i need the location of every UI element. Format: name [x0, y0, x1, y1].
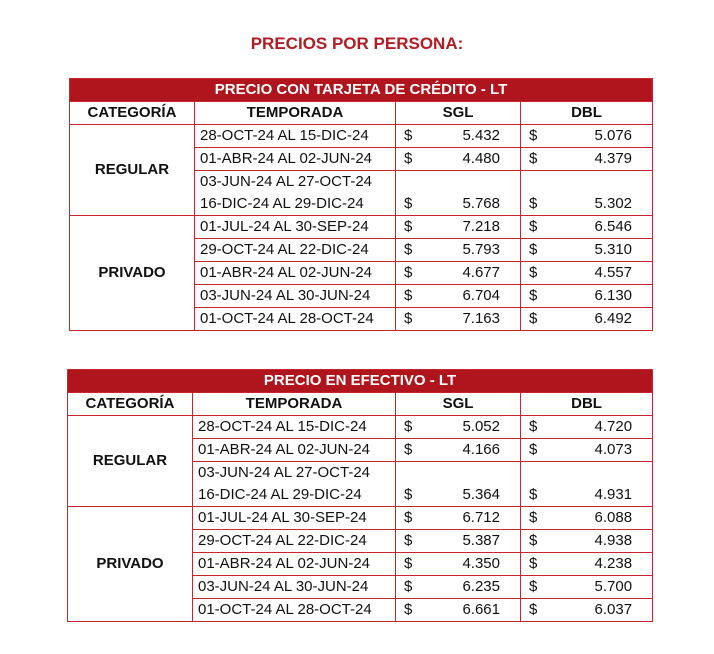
table-row	[68, 416, 653, 439]
column-header-row	[70, 102, 653, 125]
season-date-range: 01-JUL-24 AL 30-SEP-24	[198, 509, 367, 526]
sgl-price-value: 5.364	[462, 486, 500, 503]
dbl-price-cell	[521, 507, 653, 530]
currency-symbol: $	[529, 218, 538, 235]
dbl-price-cell	[521, 285, 653, 308]
sgl-price-cell	[396, 462, 521, 507]
dbl-price-value: 4.379	[594, 150, 633, 167]
currency-symbol: $	[529, 195, 538, 212]
season-cell	[195, 171, 396, 216]
category-cell: REGULAR	[70, 125, 195, 216]
season-cell	[193, 416, 396, 439]
category-cell: PRIVADO	[68, 507, 193, 622]
sgl-price-value: 5.768	[462, 195, 500, 212]
season-cell	[193, 553, 396, 576]
dbl-price-value: 6.492	[594, 310, 633, 327]
currency-symbol: $	[404, 241, 413, 258]
category-header: CATEGORÍA	[68, 393, 193, 416]
dbl-price-value: 4.720	[594, 418, 633, 435]
table-banner: PRECIO CON TARJETA DE CRÉDITO - LT	[70, 79, 653, 102]
season-cell	[195, 148, 396, 171]
currency-symbol: $	[529, 287, 538, 304]
season-cell	[195, 239, 396, 262]
dbl-price-value: 4.073	[594, 441, 633, 458]
sgl-price-cell	[396, 599, 521, 622]
season-cell	[195, 125, 396, 148]
season-date-range: 28-OCT-24 AL 15-DIC-24	[200, 127, 369, 144]
currency-symbol: $	[404, 578, 413, 595]
dbl-price-cell	[521, 599, 653, 622]
season-date-range: 03-JUN-24 AL 30-JUN-24	[200, 287, 371, 304]
season-date-range: 01-ABR-24 AL 02-JUN-24	[200, 264, 373, 281]
currency-symbol: $	[404, 127, 413, 144]
sgl-price-cell	[396, 507, 521, 530]
dbl-price-cell	[521, 308, 653, 331]
category-header: CATEGORÍA	[70, 102, 195, 125]
dbl-price-cell	[521, 216, 653, 239]
currency-symbol: $	[529, 532, 538, 549]
season-cell	[195, 285, 396, 308]
currency-symbol: $	[404, 195, 413, 212]
season-date-range: 01-ABR-24 AL 02-JUN-24	[200, 150, 373, 167]
currency-symbol: $	[529, 241, 538, 258]
dbl-price-cell	[521, 239, 653, 262]
season-date-range: 01-JUL-24 AL 30-SEP-24	[200, 218, 369, 235]
currency-symbol: $	[529, 486, 538, 503]
sgl-price-value: 4.350	[462, 555, 500, 572]
table-row	[70, 125, 653, 148]
sgl-header: SGL	[396, 393, 521, 416]
dbl-price-value: 4.557	[594, 264, 633, 281]
season-date-range: 01-OCT-24 AL 28-OCT-24	[200, 310, 374, 327]
season-header: TEMPORADA	[193, 393, 396, 416]
sgl-header: SGL	[396, 102, 521, 125]
currency-symbol: $	[404, 218, 413, 235]
sgl-price-value: 5.432	[462, 127, 500, 144]
sgl-price-cell	[396, 171, 521, 216]
currency-symbol: $	[529, 441, 538, 458]
dbl-price-value: 6.088	[594, 509, 633, 526]
season-cell	[193, 576, 396, 599]
dbl-price-cell	[521, 576, 653, 599]
sgl-price-cell	[396, 262, 521, 285]
currency-symbol: $	[404, 441, 413, 458]
season-date-range: 03-JUN-24 AL 30-JUN-24	[198, 578, 369, 595]
dbl-price-cell	[521, 262, 653, 285]
season-cell	[193, 462, 396, 507]
currency-symbol: $	[404, 555, 413, 572]
sgl-price-cell	[396, 239, 521, 262]
sgl-price-value: 5.052	[462, 418, 500, 435]
sgl-price-cell	[396, 216, 521, 239]
dbl-price-cell	[521, 553, 653, 576]
sgl-price-cell	[396, 530, 521, 553]
season-cell	[195, 262, 396, 285]
sgl-price-value: 7.218	[462, 218, 500, 235]
dbl-price-cell	[521, 530, 653, 553]
sgl-price-value: 5.387	[462, 532, 500, 549]
cash-price-table	[67, 369, 653, 622]
sgl-price-cell	[396, 553, 521, 576]
currency-symbol: $	[404, 532, 413, 549]
sgl-price-value: 4.677	[462, 264, 500, 281]
dbl-price-value: 4.931	[594, 486, 633, 503]
credit-card-price-table	[69, 78, 653, 331]
dbl-price-cell	[521, 462, 653, 507]
sgl-price-cell	[396, 285, 521, 308]
season-date-range: 03-JUN-24 AL 27-OCT-24	[200, 173, 373, 190]
dbl-price-cell	[521, 171, 653, 216]
currency-symbol: $	[404, 264, 413, 281]
sgl-price-cell	[396, 416, 521, 439]
currency-symbol: $	[404, 150, 413, 167]
season-cell	[195, 308, 396, 331]
sgl-price-cell	[396, 125, 521, 148]
season-date-range: 01-OCT-24 AL 28-OCT-24	[198, 601, 372, 618]
currency-symbol: $	[404, 310, 413, 327]
sgl-price-cell	[396, 308, 521, 331]
sgl-price-value: 7.163	[462, 310, 500, 327]
season-date-range: 16-DIC-24 AL 29-DIC-24	[198, 486, 362, 503]
currency-symbol: $	[529, 418, 538, 435]
currency-symbol: $	[529, 310, 538, 327]
category-cell: PRIVADO	[70, 216, 195, 331]
currency-symbol: $	[529, 578, 538, 595]
dbl-price-cell	[521, 125, 653, 148]
sgl-price-value: 6.704	[462, 287, 500, 304]
currency-symbol: $	[529, 264, 538, 281]
currency-symbol: $	[529, 509, 538, 526]
column-header-row	[68, 393, 653, 416]
dbl-price-value: 5.302	[594, 195, 633, 212]
page-title: PRECIOS POR PERSONA:	[250, 34, 464, 53]
season-cell	[193, 439, 396, 462]
category-cell: REGULAR	[68, 416, 193, 507]
dbl-price-value: 4.238	[594, 555, 633, 572]
table-row	[70, 216, 653, 239]
sgl-price-value: 5.793	[462, 241, 500, 258]
banner-row	[70, 79, 653, 102]
sgl-price-value: 6.235	[462, 578, 500, 595]
dbl-price-cell	[521, 148, 653, 171]
currency-symbol: $	[529, 127, 538, 144]
season-date-range: 29-OCT-24 AL 22-DIC-24	[198, 532, 367, 549]
dbl-price-value: 4.938	[594, 532, 633, 549]
sgl-price-cell	[396, 148, 521, 171]
dbl-header: DBL	[521, 393, 653, 416]
dbl-price-value: 5.310	[594, 241, 633, 258]
season-cell	[195, 216, 396, 239]
currency-symbol: $	[404, 287, 413, 304]
season-date-range: 03-JUN-24 AL 27-OCT-24	[198, 464, 371, 481]
table-banner: PRECIO EN EFECTIVO - LT	[68, 370, 653, 393]
dbl-price-cell	[521, 416, 653, 439]
dbl-price-cell	[521, 439, 653, 462]
table-row	[68, 507, 653, 530]
season-date-range: 28-OCT-24 AL 15-DIC-24	[198, 418, 367, 435]
sgl-price-value: 4.480	[462, 150, 500, 167]
currency-symbol: $	[529, 601, 538, 618]
dbl-price-value: 5.700	[594, 578, 633, 595]
currency-symbol: $	[404, 418, 413, 435]
season-header: TEMPORADA	[195, 102, 396, 125]
dbl-price-value: 6.130	[594, 287, 633, 304]
currency-symbol: $	[529, 555, 538, 572]
season-cell	[193, 530, 396, 553]
currency-symbol: $	[404, 601, 413, 618]
season-cell	[193, 599, 396, 622]
season-cell	[193, 507, 396, 530]
sgl-price-value: 6.712	[462, 509, 500, 526]
dbl-header: DBL	[521, 102, 653, 125]
dbl-price-value: 6.546	[594, 218, 633, 235]
currency-symbol: $	[404, 486, 413, 503]
sgl-price-value: 6.661	[462, 601, 500, 618]
season-date-range: 01-ABR-24 AL 02-JUN-24	[198, 555, 371, 572]
currency-symbol: $	[529, 150, 538, 167]
season-date-range: 16-DIC-24 AL 29-DIC-24	[200, 195, 364, 212]
dbl-price-value: 5.076	[594, 127, 633, 144]
sgl-price-cell	[396, 576, 521, 599]
season-date-range: 01-ABR-24 AL 02-JUN-24	[198, 441, 371, 458]
sgl-price-cell	[396, 439, 521, 462]
sgl-price-value: 4.166	[462, 441, 500, 458]
banner-row	[68, 370, 653, 393]
season-date-range: 29-OCT-24 AL 22-DIC-24	[200, 241, 369, 258]
currency-symbol: $	[404, 509, 413, 526]
dbl-price-value: 6.037	[594, 601, 633, 618]
